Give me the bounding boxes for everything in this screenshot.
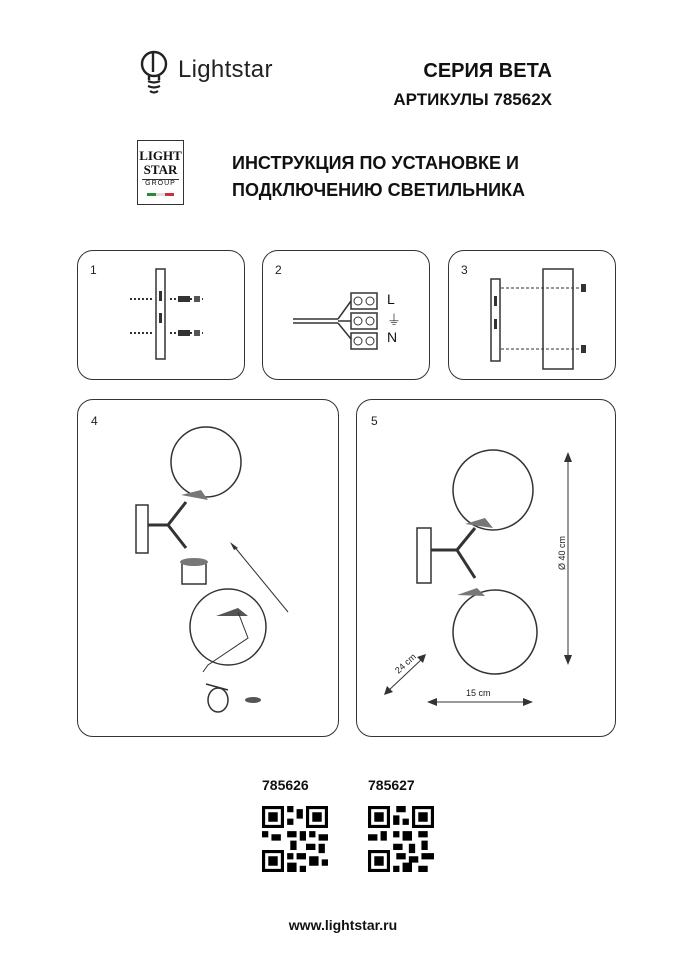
step-1-number: 1 <box>90 263 97 277</box>
step-3-number: 3 <box>461 263 468 277</box>
step-3-panel <box>448 250 616 380</box>
qr-code-icon[interactable] <box>368 806 434 872</box>
depth-dimension-label: 24 cm <box>393 651 418 676</box>
height-dimension-label: Ø 40 cm <box>557 535 567 570</box>
qr-code-icon[interactable] <box>262 806 328 872</box>
terminal-ground-label: ⏚ <box>387 312 401 328</box>
terminal-n-label: N <box>387 329 398 345</box>
product-code-1: 785626 <box>262 777 309 793</box>
terminal-block-icon <box>263 251 431 381</box>
badge-line-1: LIGHT <box>139 148 182 163</box>
instructions-title <box>232 150 525 204</box>
series-title: СЕРИЯ ВЕТА <box>423 60 552 82</box>
step-5-number: 5 <box>371 414 378 428</box>
instructions-line-1: ИНСТРУКЦИЯ ПО УСТАНОВКЕ И <box>232 153 519 173</box>
terminal-l-label: L <box>387 291 395 307</box>
instructions-line-2: ПОДКЛЮЧЕНИЮ СВЕТИЛЬНИКА <box>232 180 526 200</box>
base-fixing-icon <box>449 251 617 381</box>
article-numbers: АРТИКУЛЫ 78562X <box>393 90 552 109</box>
website-link[interactable]: www.lightstar.ru <box>288 917 398 933</box>
badge-line-2: STAR <box>143 162 178 177</box>
lamp-assembly-icon <box>78 400 340 738</box>
step-2-number: 2 <box>275 263 282 277</box>
product-code-2: 785627 <box>368 777 415 793</box>
step-5-panel <box>356 399 616 737</box>
italian-flag-icon <box>147 193 174 196</box>
width-dimension-label: 15 cm <box>466 688 491 698</box>
step-1-panel <box>77 250 245 380</box>
lightstar-group-badge <box>137 140 184 205</box>
step-4-panel <box>77 399 339 737</box>
mounting-plate-screws-icon <box>78 251 246 381</box>
step-2-panel <box>262 250 430 380</box>
brand-name: Lightstar <box>178 56 273 83</box>
step-4-number: 4 <box>91 414 98 428</box>
badge-line-3: GROUP <box>142 179 179 187</box>
